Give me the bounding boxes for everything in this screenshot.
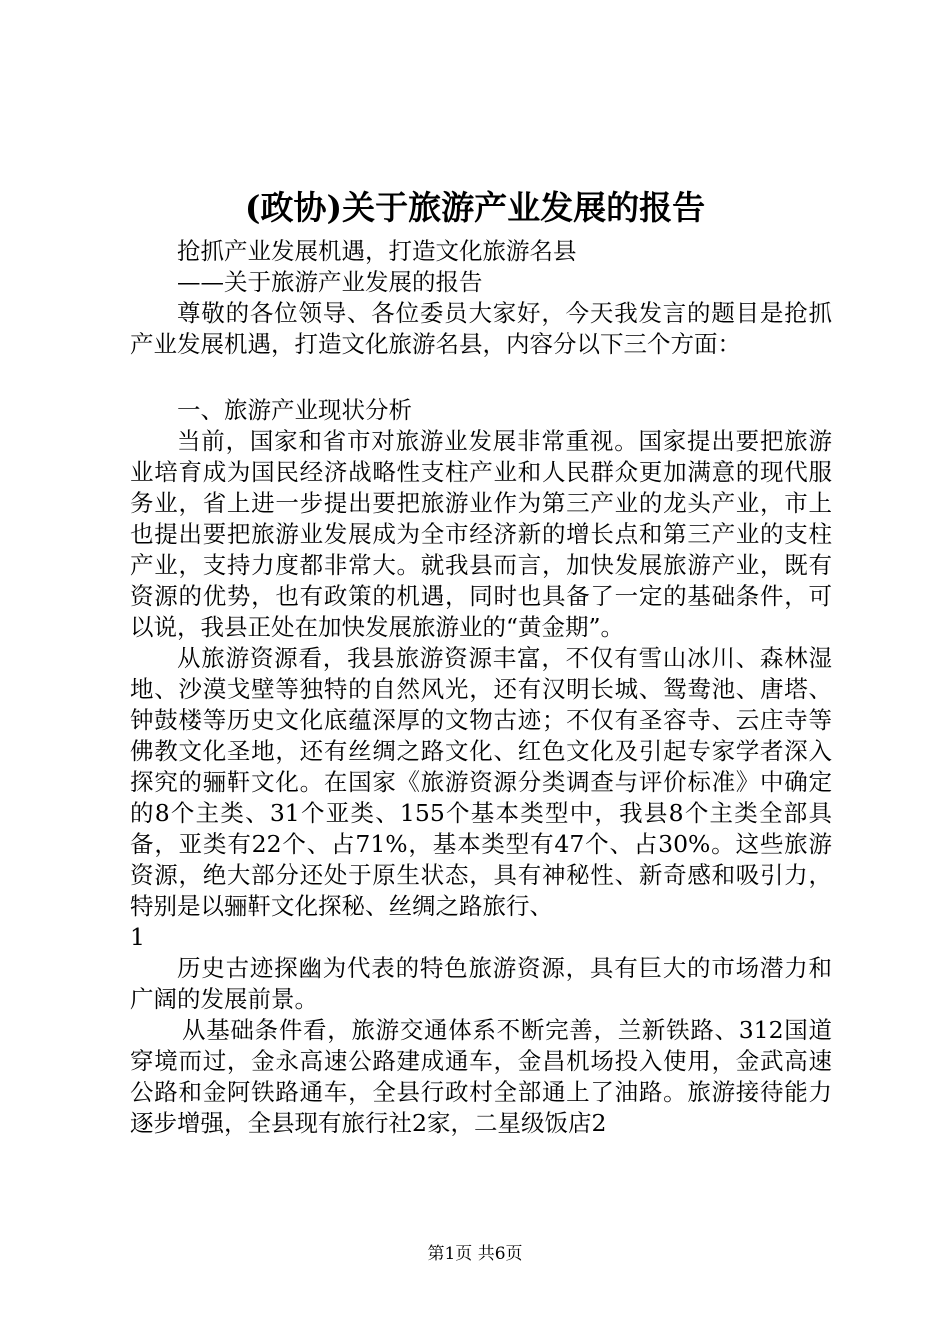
document-body xyxy=(130,236,832,1139)
body-paragraph: 从基础条件看，旅游交通体系不断完善，兰新铁路、312国道穿境而过，金永高速公路建成通车，金昌机场投入使用，金武高速公路和金阿铁路通车，全县行政村全部通上了油路。旅游接待能力逐步增强，全县现有旅行社2家，二星级饭店2 xyxy=(130,1016,832,1137)
greeting-paragraph: 尊敬的各位领导、各位委员大家好，今天我发言的题目是抢抓产业发展机遇，打造文化旅游名县，内容分以下三个方面： xyxy=(130,299,832,358)
document-title: (政协)关于旅游产业发展的报告 xyxy=(244,188,706,227)
body-paragraph: 当前，国家和省市对旅游业发展非常重视。国家提出要把旅游业培育成为国民经济战略性支柱产业和人民群众更加满意的现代服务业，省上进一步提出要把旅游业作为第三产业的龙头产业，市上也提出要把旅游业发展成为全市经济新的增长点和第三产业的支柱产业，支持力度都非常大。就我县而言，加快发展旅游产业，既有资源的优势，也有政策的机遇，同时也具备了一定的基础条件，可以说，我县正处在加快发展旅游业的“黄金期”。 xyxy=(130,427,832,641)
page-footer: 第1页 共6页 xyxy=(427,1244,523,1264)
body-paragraph: 历史古迹探幽为代表的特色旅游资源，具有巨大的市场潜力和广阔的发展前景。 xyxy=(130,954,832,1013)
section-heading: 一、旅游产业现状分析 xyxy=(177,396,412,424)
body-paragraph: 从旅游资源看，我县旅游资源丰富，不仅有雪山冰川、森林湿地、沙漠戈壁等独特的自然风光，还有汉明长城、鸳鸯池、唐塔、钟鼓楼等历史文化底蕴深厚的文物古迹；不仅有圣容寺、云庄寺等佛教文化圣地，还有丝绸之路文化、红色文化及引起专家学者深入探究的骊靬文化。在国家《旅游资源分类调查与评价标准》中确定的8个主类、31个亚类、155个基本类型中，我县8个主类全部具备，亚类有22个、占71%，基本类型有47个、占30%。这些旅游资源，绝大部分还处于原生状态，具有神秘性、新奇感和吸引力，特别是以骊靬文化探秘、丝绸之路旅行、 xyxy=(130,644,832,920)
subtitle-dash-line: ——关于旅游产业发展的报告 xyxy=(177,268,483,296)
paragraph-gap xyxy=(130,360,832,395)
subtitle-line: 抢抓产业发展机遇，打造文化旅游名县 xyxy=(177,237,577,265)
inline-page-number: 1 xyxy=(130,923,145,951)
